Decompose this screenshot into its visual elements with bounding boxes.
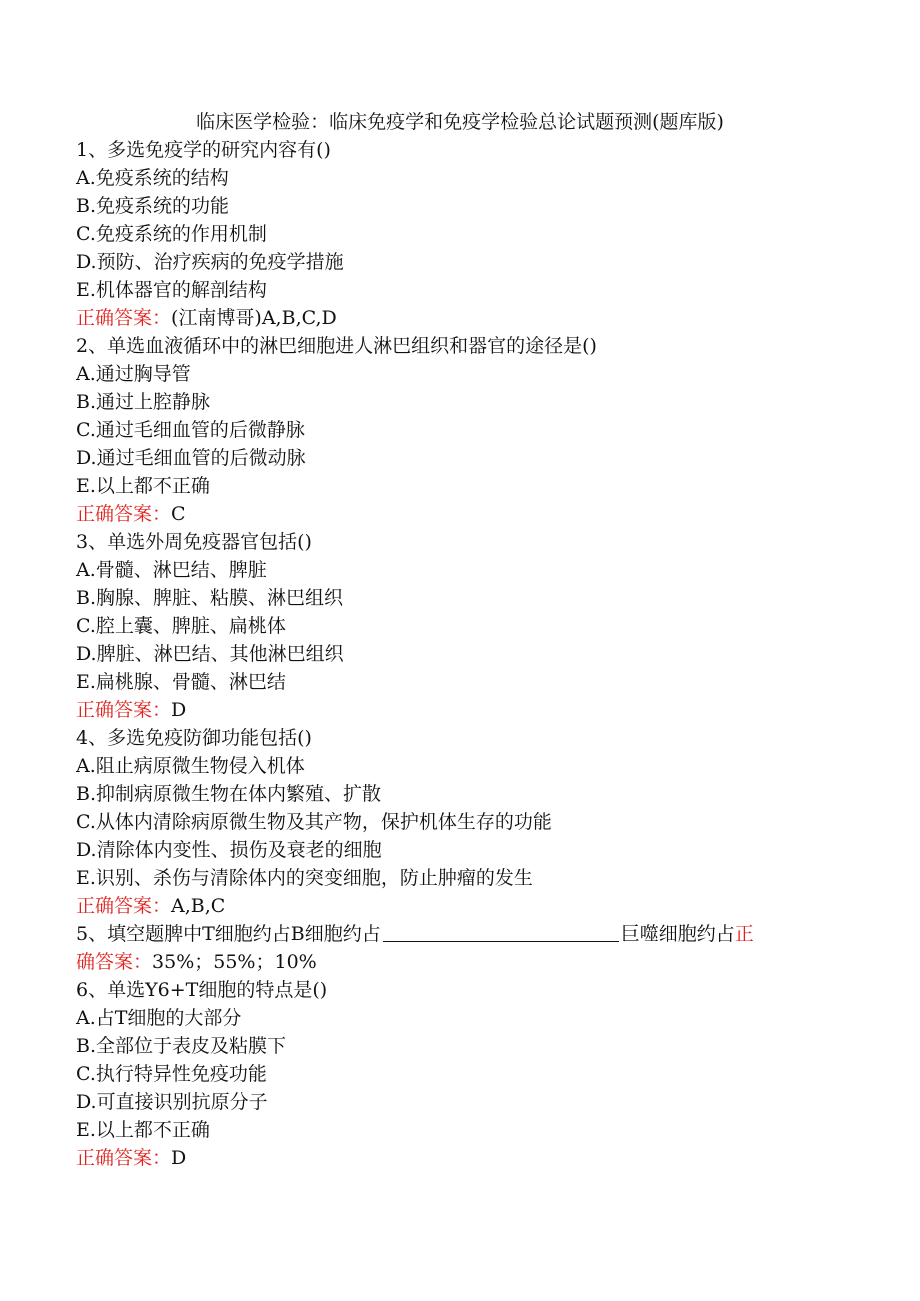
answer-label: 正确答案： xyxy=(76,307,172,329)
question-2-option-e: E.以上都不正确 xyxy=(76,475,210,497)
document-body xyxy=(76,136,836,1172)
question-2-option-a: A.通过胸导管 xyxy=(76,363,191,385)
question-2-option-c: C.通过毛细血管的后微静脉 xyxy=(76,419,305,441)
question-6-option-a: A.占T细胞的大部分 xyxy=(76,1007,242,1029)
answer-value: D xyxy=(171,699,187,721)
answer-label: 正确答案： xyxy=(76,699,172,721)
question-6-answer xyxy=(76,1144,836,1172)
question-1-option-e: E.机体器官的解剖结构 xyxy=(76,279,267,301)
answer-label: 正确答案： xyxy=(76,1147,172,1169)
question-1-option-d: D.预防、治疗疾病的免疫学措施 xyxy=(76,251,344,273)
question-6-stem: 6、单选Y6+T细胞的特点是() xyxy=(76,979,328,1001)
question-4-option-e: E.识别、杀伤与清除体内的突变细胞，防止肿瘤的发生 xyxy=(76,867,533,889)
question-1-option-c: C.免疫系统的作用机制 xyxy=(76,223,267,245)
question-3-stem: 3、单选外周免疫器官包括() xyxy=(76,531,312,553)
answer-value: (江南博哥)A,B,C,D xyxy=(171,307,337,329)
document-title: 临床医学检验：临床免疫学和免疫学检验总论试题预测(题库版) xyxy=(196,111,724,133)
question-3-option-c: C.腔上囊、脾脏、扁桃体 xyxy=(76,615,286,637)
question-2-answer xyxy=(76,500,836,528)
question-5-stem-after-blank: 巨噬细胞约占 xyxy=(620,923,735,945)
answer-label-start: 正 xyxy=(734,923,754,945)
answer-value: A,B,C xyxy=(171,895,226,917)
question-1-option-a: A.免疫系统的结构 xyxy=(76,167,229,189)
question-5-answer xyxy=(76,948,836,976)
question-5-stem xyxy=(76,920,836,948)
question-4-option-d: D.清除体内变性、损伤及衰老的细胞 xyxy=(76,839,382,861)
answer-value: 35%；55%；10% xyxy=(152,951,317,973)
question-1-option-b: B.免疫系统的功能 xyxy=(76,195,230,217)
question-3-option-d: D.脾脏、淋巴结、其他淋巴组织 xyxy=(76,643,344,665)
answer-label-end: 确答案： xyxy=(76,951,153,973)
question-4-option-a: A.阻止病原微生物侵入机体 xyxy=(76,755,305,777)
question-4-option-b: B.抑制病原微生物在体内繁殖、扩散 xyxy=(76,783,382,805)
fill-in-blank-line xyxy=(383,921,619,942)
question-4-option-c: C.从体内清除病原微生物及其产物，保护机体生存的功能 xyxy=(76,811,552,833)
question-6-option-c: C.执行特异性免疫功能 xyxy=(76,1063,267,1085)
question-6-option-d: D.可直接识别抗原分子 xyxy=(76,1091,268,1113)
question-6-option-e: E.以上都不正确 xyxy=(76,1119,210,1141)
question-1-answer xyxy=(76,304,836,332)
question-3-option-b: B.胸腺、脾脏、粘膜、淋巴组织 xyxy=(76,587,344,609)
question-3-option-e: E.扁桃腺、骨髓、淋巴结 xyxy=(76,671,286,693)
question-4-stem: 4、多选免疫防御功能包括() xyxy=(76,727,312,749)
question-2-option-d: D.通过毛细血管的后微动脉 xyxy=(76,447,306,469)
question-3-option-a: A.骨髓、淋巴结、脾脏 xyxy=(76,559,267,581)
answer-label: 正确答案： xyxy=(76,503,172,525)
answer-value: C xyxy=(171,503,186,525)
question-3-answer xyxy=(76,696,836,724)
question-2-stem: 2、单选血液循环中的淋巴细胞进人淋巴组织和器官的途径是() xyxy=(76,335,597,357)
answer-label: 正确答案： xyxy=(76,895,172,917)
question-1-stem: 1、多选免疫学的研究内容有() xyxy=(76,139,331,161)
question-5-stem-before-blank: 5、填空题脾中T细胞约占B细胞约占 xyxy=(76,923,381,945)
answer-value: D xyxy=(171,1147,187,1169)
question-2-option-b: B.通过上腔静脉 xyxy=(76,391,211,413)
question-4-answer xyxy=(76,892,836,920)
question-6-option-b: B.全部位于表皮及粘膜下 xyxy=(76,1035,287,1057)
